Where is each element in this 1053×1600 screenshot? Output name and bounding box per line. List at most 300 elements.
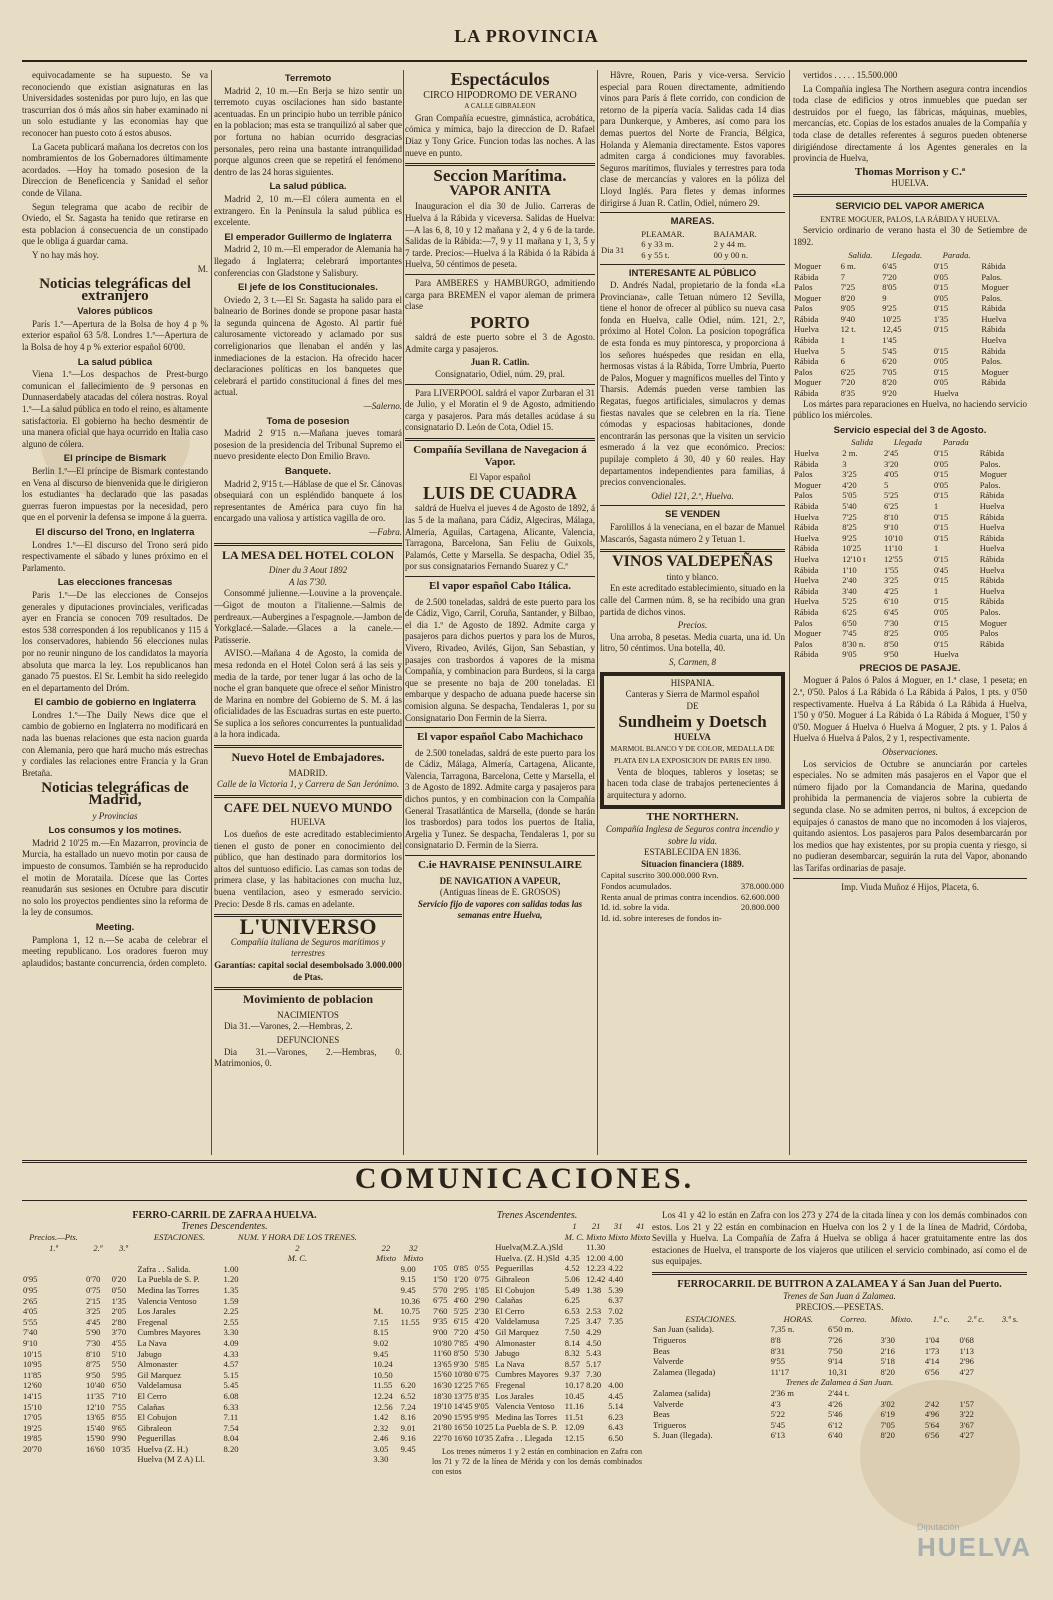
table-cell (585, 1422, 607, 1433)
table-cell: Palos (794, 303, 813, 314)
table-cell: Rábida (794, 388, 819, 399)
table-cell (494, 1232, 564, 1243)
table-row (432, 1391, 651, 1402)
ad-paragraph: Consommé julienne.—Louvine a la provençale.—Gigot de mouton a l'italienne.—Salmis de perdreaux.—Aubergines a l'espagnole.—Jambon de Yorkglacé.—Salade.—Glaces a la canele.—Patisserie. (214, 588, 402, 645)
table-cell: 5.49 (564, 1284, 580, 1295)
table-cell: 4.50 (586, 1337, 602, 1348)
table-cell: 3'67 (959, 1419, 974, 1430)
timetable-subtitle: PRECIOS.—PESETAS. (795, 1302, 884, 1313)
timetable (22, 1232, 427, 1465)
table-cell: Parada (942, 437, 969, 448)
table-cell: 6.37 (608, 1295, 624, 1306)
table-cell: 0'75 (474, 1273, 489, 1284)
table-cell: 8'50 (453, 1348, 469, 1359)
table-row (793, 522, 1027, 533)
ad-heading: Nuevo Hotel de Embajadores. (231, 750, 385, 765)
ad-guarantee: Garantías: capital social desembolsado 3.000.000 de Ptas. (214, 959, 402, 982)
table-cell: 0'15 (933, 490, 949, 501)
table-cell: Moguer (979, 617, 1007, 628)
table-cell: 5.43 (586, 1348, 602, 1359)
table-cell: 20.800.000 (740, 902, 780, 913)
table-cell (880, 1324, 924, 1335)
table-cell (629, 1369, 651, 1380)
table-row (652, 1367, 1027, 1378)
table-cell: Beas (653, 1409, 670, 1420)
table-row (793, 282, 1027, 293)
table-cell: 4'27 (959, 1366, 974, 1377)
table-cell: Mixto (586, 1231, 607, 1242)
table-cell: 9'05 (474, 1401, 489, 1412)
table-cell: 8'35 (840, 388, 856, 399)
table-cell: Moguer (794, 377, 822, 388)
table-cell: 6.23 (608, 1411, 624, 1422)
tide-col-header: PLEAMAR. (641, 228, 685, 239)
table-cell: 9.00 (400, 1263, 416, 1274)
table-cell: 15'40 (85, 1422, 105, 1433)
table-cell: 7'10 (111, 1390, 127, 1401)
table-cell: Zafra . . Llegada (495, 1432, 553, 1443)
table-cell: 2 (295, 1242, 300, 1253)
table-cell: 6'19 (880, 1409, 895, 1420)
table-cell: 19'25 (23, 1422, 42, 1433)
table-cell: 8'35 (474, 1390, 489, 1401)
table-cell: 10'25 (842, 543, 861, 554)
article-paragraph: Madrid 2 10'25 m.—En Mazarron, provincia de Murcia, ha estallado un nuevo motin por causa de impuesto de consumos. También se ha reproducido el motin de Morataila. Dícese que las Cortes reanudarán sus sesiones en Octubre para discutir no solo los proyectos pendientes sino la reforma de la ley de consumos. (22, 837, 208, 918)
table-cell: Llegada. (891, 250, 923, 261)
table-cell: 12.15 (564, 1432, 585, 1443)
table-cell: 5'45 (770, 1419, 786, 1430)
table-cell: 10,31 (828, 1366, 848, 1377)
table-cell: 7'20 (840, 377, 856, 388)
table-cell: 0'15 (933, 303, 949, 314)
ferry-schedule-special (793, 437, 1027, 659)
article-paragraph: París 1.º—Apertura de la Bolsa de hoy 4 p % exterior español 63 5/8. Londres 1.º—Apertura de la Bolsa de hoy 4 p % exterior español 60'00. (22, 318, 208, 353)
table-row (793, 543, 1027, 554)
table-cell: 4'90 (474, 1337, 489, 1348)
table-cell: 1.00 (223, 1263, 239, 1274)
table-cell: Rábida (981, 377, 1006, 388)
table-cell: 0'15 (933, 596, 949, 607)
table-cell: 15'60 (433, 1369, 452, 1380)
table-cell: 3.30 (223, 1327, 239, 1338)
table-cell: 2 m. (842, 448, 858, 458)
ad-paragraph: Para LIVERPOOL saldrá el vapor Zurbaran el 31 de Julio, y el Moratin el 9 de Agosto, admitiendo carga y pasajeros. Para más detalles acúdase á su consignatario D. León de Cota, Odiel 15. (405, 387, 595, 433)
table-cell: Cumbres Mayores (495, 1369, 559, 1380)
subheading: Terremoto (284, 73, 332, 84)
table-header (793, 437, 1027, 448)
table-cell: San Juan (salida). (653, 1324, 714, 1335)
table-cell: Huelva (794, 532, 819, 543)
table-cell: 4'60 (453, 1295, 469, 1306)
column-3 (405, 70, 595, 1155)
table-cell: 7,35 n. (770, 1324, 795, 1335)
table-cell (223, 1454, 373, 1465)
table-cell (629, 1242, 651, 1253)
archive-watermark (917, 1522, 1047, 1592)
table-cell: 14'15 (23, 1390, 42, 1401)
table-cell: 12,45 (882, 324, 902, 335)
table-cell: 18'30 (433, 1390, 452, 1401)
table-cell: 1'85 (474, 1284, 489, 1295)
ad-subheading: Situacion financiera (1889. (641, 858, 744, 869)
ad-subheading: Compañía Inglesa de Seguros contra incendio y sobre la vida. (605, 824, 780, 846)
ad-heading: PORTO (470, 312, 530, 332)
table-cell (933, 335, 981, 346)
table-cell: 5 (840, 345, 845, 356)
table-cell: Beas (653, 1345, 670, 1356)
table-cell: Trigueros (653, 1334, 687, 1345)
divider (214, 987, 402, 990)
table-cell: 2.ª (93, 1242, 103, 1253)
table-row (793, 649, 1027, 660)
table-cell: 6.52 (400, 1390, 416, 1401)
table-cell: 6.08 (223, 1390, 239, 1401)
table-cell: Huelva (979, 564, 1005, 575)
table-cell: 5.15 (223, 1369, 239, 1380)
table-cell: Valencia Ventoso (495, 1401, 555, 1412)
section-heading: Noticias telegráficas del extranjero (39, 276, 191, 304)
column-5 (793, 70, 1027, 1155)
table-cell: 4'45 (85, 1316, 101, 1327)
table-cell: 12.42 (586, 1273, 606, 1284)
ad-heading: THE NORTHERN. (646, 811, 739, 824)
table-cell: 9.15 (400, 1274, 416, 1285)
table-cell: 9'05 (840, 303, 856, 314)
table-cell: Rábida (979, 511, 1005, 522)
zafra-ascendentes (432, 1210, 651, 1590)
timetable-subtitle: Trenes Ascendentes. (496, 1210, 578, 1221)
table-cell: 2'90 (474, 1295, 489, 1306)
table-cell: 22'70 (433, 1432, 452, 1443)
table-row (22, 1444, 427, 1455)
table-cell: Valdelamusa (495, 1316, 540, 1327)
table-cell: 1'45 (882, 335, 897, 346)
timetable-subtitle: Trenes Descendentes. (181, 1221, 268, 1232)
ad-paragraph: AVISO.—Mañana 4 de Agosto, la comida de mesa redonda en el Hotel Colon será á las seis y media de la tarde, por tener lugar á las ocho de la noche el gran banquete que ofrece el señor Ministro de Marina en nombre del Gobierno de S. M. á las oficialidades de las Escuadras surtas en este puerto. Se suplica a los señores concurrentes la puntualidad a la hora indicada. (214, 648, 402, 740)
ad-heading: VINOS VALDEPEÑAS (612, 553, 773, 571)
table-cell: 5'10 (111, 1348, 127, 1359)
signature: —Fabra. (369, 526, 402, 537)
table-cell: 5'25 (884, 490, 899, 501)
table-cell: 7.25 (564, 1316, 580, 1327)
ad-subheading: ENTRE MOGUER, PALOS, LA RÁBIDA Y HUELVA. (820, 214, 1000, 224)
table-cell: 1'57 (959, 1398, 974, 1409)
table-cell: Palos (794, 366, 813, 377)
table-cell: 5'45 (882, 345, 897, 356)
table-row (652, 1346, 1027, 1357)
table-cell: 4.09 (223, 1337, 239, 1348)
table-cell: Huelva(M.Z.A.)Sld (495, 1242, 563, 1253)
table-cell: Moguer (794, 628, 822, 639)
table-cell (979, 649, 1027, 660)
table-row (432, 1316, 651, 1327)
table-row (22, 1454, 427, 1465)
table-cell: 12'60 (23, 1380, 42, 1391)
table-cell: 2'40 (842, 575, 857, 586)
divider (600, 505, 785, 506)
table-cell: 1'20 (453, 1273, 469, 1284)
ad-paragraph: Inauguracion el dia 30 de Julio. Carreras de Huelva á la Rábida y viceversa. Salidas de Huelva:—A las 6, 8, 10 y 12 mañana y 2, 4 y 6 de la tarde. Salidas de la Rábida:—7, 9 y 11 mañana y 1, 3, 5 y 7 tarde. Precios:—Huelva á la Rábida ó la Rábida á Huelva, 50 céntimos de peseta. (405, 201, 595, 270)
table-cell: Rábida (981, 303, 1006, 314)
table-cell (629, 1253, 651, 1264)
table-cell: 3'25 (85, 1306, 101, 1317)
table-cell: 5'50 (111, 1359, 127, 1370)
table-cell (607, 1338, 629, 1349)
table-cell: Rábida (794, 564, 819, 575)
table-cell: 11'17 (770, 1366, 790, 1377)
table-cell: 7.11 (223, 1412, 239, 1423)
table-cell: 8.16 (400, 1412, 416, 1423)
table-row (432, 1327, 651, 1338)
section-heading: Seccion Marítima. (433, 166, 567, 186)
table-cell: 13'65 (85, 1412, 105, 1423)
table-cell: Llegada (893, 437, 922, 448)
table-cell: 2'36 m (770, 1387, 794, 1398)
table-cell: 7.54 (223, 1422, 239, 1433)
table-cell: 9'00 (433, 1326, 448, 1337)
table-cell: Parada. (942, 250, 971, 261)
ad-subheading: El Vapor español (469, 472, 531, 483)
ad-city: HUELVA (674, 731, 711, 742)
ad-subheading: A las 7'30. (288, 576, 327, 587)
table-cell: 8'75 (85, 1359, 101, 1370)
table-row (600, 870, 785, 881)
table-cell: 6 m. (840, 260, 856, 271)
table-cell: Palos. (981, 271, 1003, 282)
table-cell: 12.09 (564, 1422, 585, 1433)
table-cell: 3'25 (842, 469, 857, 480)
table-row (22, 1327, 427, 1338)
ferry-schedule (793, 250, 1027, 398)
table-cell (136, 1243, 222, 1254)
table-cell: Fregenal (495, 1379, 526, 1390)
table-cell: Medina las Torres (495, 1411, 558, 1422)
table-cell: 3.05 (373, 1443, 389, 1454)
table-cell: Palos. (979, 458, 1001, 469)
table-cell: La Puebla de S. P. (495, 1422, 558, 1433)
table-cell: 2'30 (474, 1305, 489, 1316)
table-cell: 6.43 (608, 1422, 624, 1433)
table-cell: 6'13 (770, 1430, 786, 1441)
table-cell: 0'68 (959, 1334, 974, 1345)
table-cell: 0'05 (933, 377, 949, 388)
ad-heading: L'UNIVERSO (239, 914, 377, 940)
table-cell: 3'25 (884, 575, 899, 586)
tide-cell: 2 y 44 m. (713, 239, 747, 250)
table-cell: 8'55 (111, 1412, 127, 1423)
table-cell: Los Jarales (137, 1306, 176, 1317)
table-cell: Palos (979, 628, 999, 639)
table-row (432, 1401, 651, 1412)
table-cell: Palos (794, 469, 813, 480)
table-cell: ESTACIONES. (153, 1232, 206, 1242)
table-cell: Valencia Ventoso (137, 1295, 197, 1306)
table-cell: 1.ª (49, 1242, 58, 1253)
table-cell: 17'05 (23, 1412, 42, 1423)
table-cell: 7'65 (474, 1379, 489, 1390)
table-cell: Gibraleon (137, 1422, 172, 1433)
table-cell: Salida. (848, 250, 873, 261)
table-cell: 8'25 (884, 628, 899, 639)
table-cell (629, 1422, 651, 1433)
table-cell (453, 1242, 474, 1253)
table-cell: 4.45 (608, 1390, 624, 1401)
table-cell (629, 1316, 651, 1327)
article-paragraph: Berlin 1.º—El príncipe de Bismark contestando en Vena al discurso de bienvenida que le dirigieron los estudiantes ha declarado que las pasadas guerras fueron impuestas por la necesidad, pero que en el porvenir la defensa se impone á la guerra. (22, 466, 208, 523)
table-cell: 9.37 (564, 1369, 580, 1380)
table-cell: 12.56 (373, 1401, 393, 1412)
table-cell: 9.45 (400, 1284, 416, 1295)
article-paragraph: Paris 1.º—De las elecciones de Consejos generales y diputaciones provinciales, verificadas ayer en Francia se conocen 709 resultados. De estos 538 corresponden á los republicanos y 115 á los conservadores, habiendo 56 elecciones nulas por no reunir ninguno de los candidatos la mayoría absoluta que marca la ley. Los republicanos han ganado 75 puestos. El Sr. Lembit ha sido reelegido en el departamento del Dróm. (22, 589, 208, 693)
table-header (793, 250, 1027, 261)
table-cell: 8.15 (373, 1327, 389, 1338)
table-row (432, 1422, 651, 1433)
table-header (432, 1232, 651, 1243)
table-cell: 41 (635, 1221, 645, 1231)
table-cell: 4'20 (474, 1316, 489, 1327)
table-cell: 7.50 (564, 1326, 580, 1337)
table-cell: 3.ª (119, 1242, 128, 1253)
table-row (432, 1348, 651, 1359)
table-cell: Id. id. sobre intereses de fondos in- (601, 912, 722, 923)
article-paragraph: Madrid 2 9'15 n.—Mañana jueves tomará posesion de la presidencia del Tribunal Supremo el nuevo presidente electo Don Emilio Bravo. (214, 428, 402, 462)
table-cell: Rábida (794, 606, 819, 617)
table-cell (400, 1359, 427, 1370)
table-row (793, 367, 1027, 378)
table-cell: M. C. (287, 1253, 308, 1264)
table-row (22, 1306, 427, 1317)
table-cell: 9'25 (882, 303, 897, 314)
table-cell: 10'35 (111, 1443, 131, 1454)
table-row (793, 607, 1027, 618)
table-cell (607, 1359, 629, 1370)
section-heading: Espectáculos (450, 69, 550, 89)
table-cell: 10'40 (85, 1380, 105, 1391)
table-cell: 7.02 (608, 1305, 624, 1316)
ad-heading: El vapor español Cabo Itálica. (429, 579, 571, 592)
table-cell: 5'05 (842, 490, 857, 501)
table-cell: Trigueros (653, 1419, 687, 1430)
ad-heading: SE VENDEN (665, 509, 720, 521)
table-cell: 32 (409, 1242, 418, 1253)
table-cell: 9'95 (474, 1411, 489, 1422)
table-cell (432, 1221, 453, 1232)
table-cell: 4'27 (959, 1430, 974, 1441)
table-row (793, 554, 1027, 565)
masthead: LA PROVINCIA (454, 26, 599, 46)
table-cell: 0'85 (453, 1263, 469, 1274)
table-cell (958, 1324, 993, 1335)
table-cell: 10'25 (474, 1422, 494, 1433)
table-cell: Peguerillas (495, 1263, 534, 1274)
table-cell: 4'26 (828, 1398, 843, 1409)
table-cell: Palos (794, 490, 813, 501)
ad-address: Calle de la Victoria 1, y Carrera de San Jerónimo. (216, 779, 400, 790)
ad-paragraph: Gran Compañía ecuestre, gimnástica, acrobática, cómica y mímica, bajo la direccion de D. Rafael Diaz y Tony Grice. Funcion todas las noches. A las nueve en punto. (405, 112, 595, 158)
table-cell: El Cerro (495, 1305, 525, 1316)
table-cell: 9.45 (373, 1348, 389, 1359)
section-subheading: y Provincias (92, 810, 138, 821)
ad-paragraph: Los mártes para reparaciones en Huelva, no haciendo servicio público los miércoles. (793, 398, 1027, 421)
table-cell: 21 (591, 1221, 601, 1231)
table-cell: Valverde (653, 1398, 684, 1409)
table-cell: 1'13 (959, 1345, 974, 1356)
table-cell: 9 (882, 292, 887, 303)
table-row (652, 1356, 1027, 1367)
table-cell: 9'50 (884, 649, 899, 660)
table-row (793, 469, 1027, 480)
table-cell: Peguerillas (137, 1433, 176, 1444)
table-row (793, 448, 1027, 459)
ad-paragraph: Servicio ordinario de verano hasta el 30 de Setiembre de 1892. (793, 225, 1027, 247)
table-cell: 2'45 (884, 448, 899, 458)
table-cell: 9'25 (842, 532, 857, 543)
ad-heading: C.ie HAVRAISE PENINSULAIRE (418, 859, 582, 872)
table-cell (400, 1338, 427, 1349)
tide-cell: 6 y 33 m. (641, 239, 674, 250)
article-paragraph: La Gaceta publicará mañana los decretos con los nombramientos de los Gobernadores últimamente acordados. —Hoy ha tomado posesion de la Direccion de Beneficencia y Sanidad el señor conde de Vilana. (22, 141, 208, 198)
table-cell (85, 1264, 111, 1275)
table-cell: 5.06 (564, 1273, 580, 1284)
ad-subheading: Precios. (677, 620, 708, 631)
table-cell: 13'65 (433, 1358, 452, 1369)
table-cell: 5'90 (85, 1327, 101, 1338)
table-row (793, 303, 1027, 314)
table-cell: 19'85 (23, 1433, 42, 1444)
table-cell: 4.40 (608, 1273, 624, 1284)
table-cell: Correo. (839, 1313, 867, 1324)
divider (600, 264, 785, 265)
table-cell: 0'15 (933, 366, 949, 377)
table-cell: 5'46 (828, 1409, 843, 1420)
table-cell (629, 1348, 651, 1359)
table-row (652, 1399, 1027, 1410)
ad-subheading: A CALLE GIBRALEON (464, 102, 536, 111)
table-row (22, 1423, 427, 1434)
table-cell: 10'35 (474, 1432, 494, 1443)
table-cell: 12 t. (840, 324, 856, 335)
table-cell: 10.45 (564, 1390, 585, 1401)
ad-address: Consignatario, Odiel, núm. 29, pral. (435, 369, 565, 380)
table-cell: 3.30 (373, 1454, 389, 1465)
ad-subheading: tinto y blanco. (666, 571, 719, 582)
table-cell: 8'10 (85, 1348, 101, 1359)
table-row (600, 892, 785, 903)
table-cell: 6.50 (608, 1432, 624, 1443)
table-cell: 8.20 (586, 1379, 602, 1390)
table-cell: 6.25 (564, 1295, 580, 1306)
table-cell: 4'20 (842, 479, 857, 490)
table-cell: 8.20 (223, 1443, 239, 1454)
subheading: Meeting. (95, 921, 135, 933)
table-cell (629, 1285, 651, 1296)
table-cell (629, 1274, 651, 1285)
table-cell: 11'35 (85, 1390, 105, 1401)
table-cell (629, 1359, 651, 1370)
table-cell (793, 437, 841, 448)
article-paragraph: Oviedo 2, 3 t.—El Sr. Sagasta ha salido para el balneario de Borines donde se propone pasar hasta la segunda quincena de Agosto. Al partir fué calurosamente victoreado y aclamado por sus correligionarios que llenaban el andén y las inmediaciones de la estacion. Ha ofrecido hacer declaraciones políticas en los banquetes que celebrará el partido constitucional á fines del mes actual. (214, 294, 402, 398)
ad-paragraph: La Compañía inglesa The Northern asegura contra incendios toda clase de edificios y otros inmuebles que puedan ser destruidos por el fuego, las fábricas, máquinas, muebles, mercancías, etc. Copias de los estados anuales de la Compañía y toda clase de detalles referentes á seguros pueden obtenerse dirigiéndose directamente á los Agentes generales en la provincia de Huelva, (793, 83, 1027, 164)
table-cell (22, 1454, 85, 1465)
subheading: El cambio de gobierno en Inglaterra (34, 697, 196, 709)
table-cell: 5'30 (474, 1348, 489, 1359)
ad-signature: Juan R. Catlin. (470, 357, 530, 368)
signature: M. (197, 263, 208, 274)
table-row (22, 1402, 427, 1413)
table-cell: Palos. (979, 479, 1001, 490)
table-cell: 2'44 t. (828, 1387, 850, 1398)
table-cell: 0'55 (474, 1263, 489, 1274)
